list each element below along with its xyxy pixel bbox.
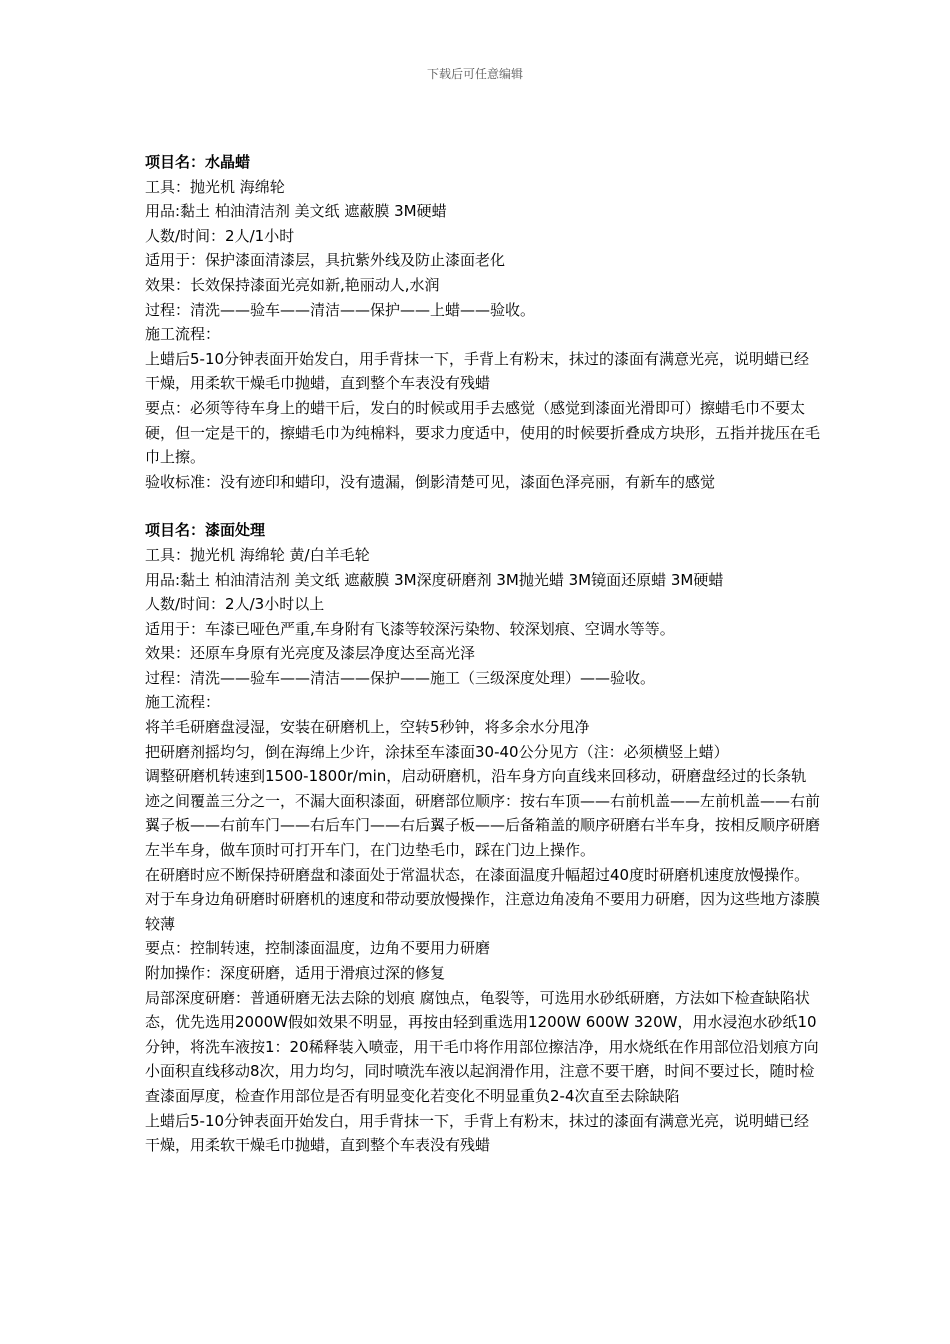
key-points-paragraph: 要点：必须等待车身上的蜡干后，发白的时候或用手去感觉（感觉到漆面光滑即可）擦蜡毛巾不要太硬，但一定是干的，擦蜡毛巾为纯棉料，要求力度适中，使用的时候要折叠成方块形，五指并拢压在毛巾上擦。 (145, 398, 821, 467)
document-body (145, 150, 820, 1158)
applicable-line: 适用于：保护漆面清漆层，具抗紫外线及防止漆面老化 (145, 251, 506, 270)
key-points-line: 要点：控制转速，控制漆面温度，边角不要用力研磨 (145, 939, 491, 958)
supplies-line: 用品:黏土 柏油清洁剂 美文纸 遮蔽膜 3M硬蜡 (145, 202, 447, 221)
waxing-paragraph: 上蜡后5-10分钟表面开始发白，用手背抹一下，手背上有粉末，抹过的漆面有满意光亮，说明蜡已经干燥，用柔软干燥毛巾抛蜡，直到整个车表没有残蜡 (145, 1111, 810, 1155)
page-header: 下载后可任意编辑 (426, 67, 523, 81)
tools-line: 工具：抛光机 海绵轮 (145, 177, 285, 196)
workflow-paragraph: 在研磨时应不断保持研磨盘和漆面处于常温状态，在漆面温度升幅超过40度时研磨机速度放慢操作。对于车身边角研磨时研磨机的速度和带动要放慢操作，注意边角凌角不要用力研磨，因为这些地方漆膜较薄 (145, 865, 821, 933)
tools-line: 工具：抛光机 海绵轮 黄/白羊毛轮 (145, 545, 370, 564)
section-crystal-wax (145, 150, 820, 494)
workflow-paragraph: 上蜡后5-10分钟表面开始发白，用手背抹一下，手背上有粉末，抹过的漆面有满意光亮，说明蜡已经干燥，用柔软干燥毛巾抛蜡，直到整个车表没有残蜡 (145, 349, 810, 393)
local-deep-grinding-paragraph: 局部深度研磨：普通研磨无法去除的划痕 腐蚀点，龟裂等，可选用水砂纸研磨，方法如下检查缺陷状态，优先选用2000W假如效果不明显，再按由轻到重选用1200W 600W 320W，用水浸泡水砂纸10分钟，将洗车液按1：20稀释装入喷壶，用干毛巾将作用部位擦洁净，用水烧纸在作用部位沿划痕方向小面积直线移动8次，用力均匀，同时喷洗车液以起润滑作用，注意不要干磨，时间不要过长，随时检查漆面厚度，检查作用部位是否有明显变化若变化不明显重负2-4次直至去除缺陷 (145, 988, 819, 1105)
workflow-paragraph: 调整研磨机转速到1500-1800r/min，启动研磨机，沿车身方向直线来回移动，研磨盘经过的长条轨迹之间覆盖三分之一，不漏大面积漆面，研磨部位顺序：按右车顶——右前机盖——左前机盖——右前翼子板——右前车门——右后车门——右后翼子板——后备箱盖的顺序研磨右半车身，按相反顺序研磨左半车身，做车顶时可打开车门，在门边垫毛巾，踩在门边上操作。 (145, 767, 821, 860)
workflow-step: 把研磨剂摇均匀，倒在海绵上少许，涂抹至车漆面30-40公分见方（注：必须横竖上蜡） (145, 742, 729, 761)
applicable-line: 适用于：车漆已哑色严重,车身附有飞漆等较深污染物、较深划痕、空调水等等。 (145, 619, 675, 638)
staff-time-line: 人数/时间：2人/3小时以上 (145, 595, 325, 614)
supplies-line: 用品:黏土 柏油清洁剂 美文纸 遮蔽膜 3M深度研磨剂 3M抛光蜡 3M镜面还原蜡 3M硬蜡 (145, 570, 724, 589)
section-title: 项目名：漆面处理 (145, 521, 266, 540)
process-line: 过程：清洗——验车——清洁——保护——上蜡——验收。 (145, 300, 536, 319)
extra-operation-line: 附加操作：深度研磨，适用于滑痕过深的修复 (145, 964, 446, 982)
section-title: 项目名：水晶蜡 (145, 153, 251, 171)
process-line: 过程：清洗——验车——清洁——保护——施工（三级深度处理）——验收。 (145, 668, 656, 687)
acceptance-line: 验收标准：没有迹印和蜡印，没有遗漏，倒影清楚可见，漆面色泽亮丽，有新车的感觉 (145, 472, 716, 491)
staff-time-line: 人数/时间：2人/1小时 (145, 226, 295, 245)
effect-line: 效果：长效保持漆面光亮如新,艳丽动人,水润 (145, 275, 440, 294)
workflow-heading: 施工流程： (145, 325, 221, 344)
workflow-step: 将羊毛研磨盘浸湿，安装在研磨机上，空转5秒钟，将多余水分甩净 (145, 718, 590, 737)
effect-line: 效果：还原车身原有光亮度及漆层净度达至高光泽 (145, 644, 476, 663)
section-paint-treatment (145, 518, 820, 1157)
workflow-heading: 施工流程： (145, 693, 221, 712)
